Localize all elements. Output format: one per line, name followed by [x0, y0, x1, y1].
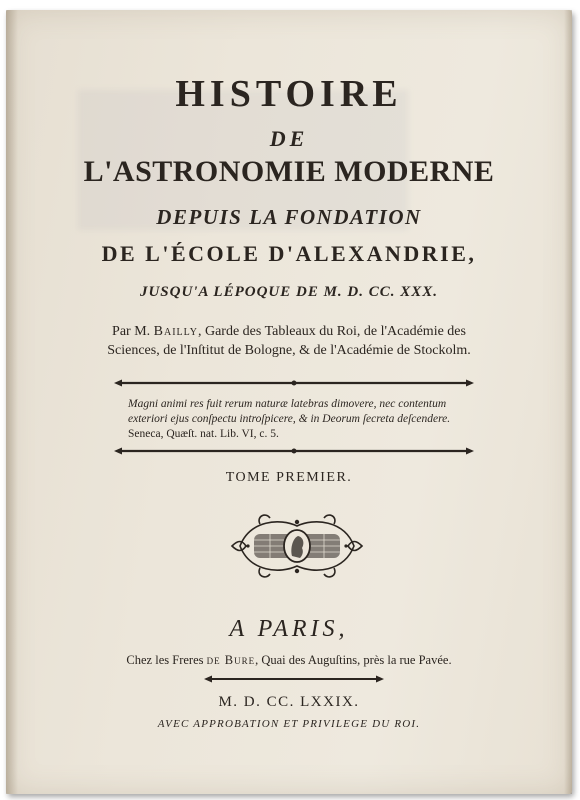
author-prefix: Par M.	[112, 324, 151, 339]
imprint-privilege: AVEC APPROBATION ET PRIVILEGE DU ROI.	[157, 718, 421, 730]
author-suffix: , Garde des Tableaux du Roi, de l'Académie des	[197, 324, 466, 339]
subtitle-depuis: DEPUIS LA FONDATION	[156, 205, 422, 229]
epigraph-line-1: Magni animi res fuit rerum naturæ latebras dimovere, nec contentum	[128, 398, 447, 410]
ornamental-rule-top	[114, 378, 474, 388]
main-title: L'ASTRONOMIE MODERNE	[83, 155, 495, 188]
printer-vignette-ornament	[230, 510, 364, 582]
imprint-date: M. D. CC. LXXIX.	[218, 694, 360, 710]
publisher-prefix: Chez les Freres	[126, 653, 204, 667]
title-histoire: HISTOIRE	[175, 73, 403, 115]
subtitle-jusqu: JUSQU'A LÉPOQUE DE M. D. CC. XXX.	[139, 284, 439, 300]
author-line-2: Sciences, de l'Inſtitut de Bologne, & de l'Académie de Stockolm.	[107, 343, 471, 358]
title-page	[6, 10, 572, 794]
ornamental-rule-bottom	[114, 446, 474, 456]
imprint-publisher	[6, 653, 572, 668]
author-name: Bailly	[153, 324, 198, 339]
imprint-city: A PARIS,	[229, 616, 349, 642]
epigraph-citation: Seneca, Quæſt. nat. Lib. VI, c. 5.	[128, 428, 279, 440]
subtitle-ecole: DE L'ÉCOLE D'ALEXANDRIE,	[101, 241, 477, 266]
publisher-suffix: , Quai des Auguſtins, près la rue Pavée.	[255, 653, 452, 667]
title-de: DE	[269, 126, 309, 151]
imprint-rule	[204, 674, 384, 684]
volume-label: TOME PREMIER.	[225, 470, 353, 485]
epigraph-line-2: exteriori ejus conſpectu introſpicere, & in Deorum ſecreta deſcendere.	[128, 413, 451, 425]
publisher-name: de Bure	[206, 653, 256, 667]
author-line-1	[6, 322, 572, 341]
